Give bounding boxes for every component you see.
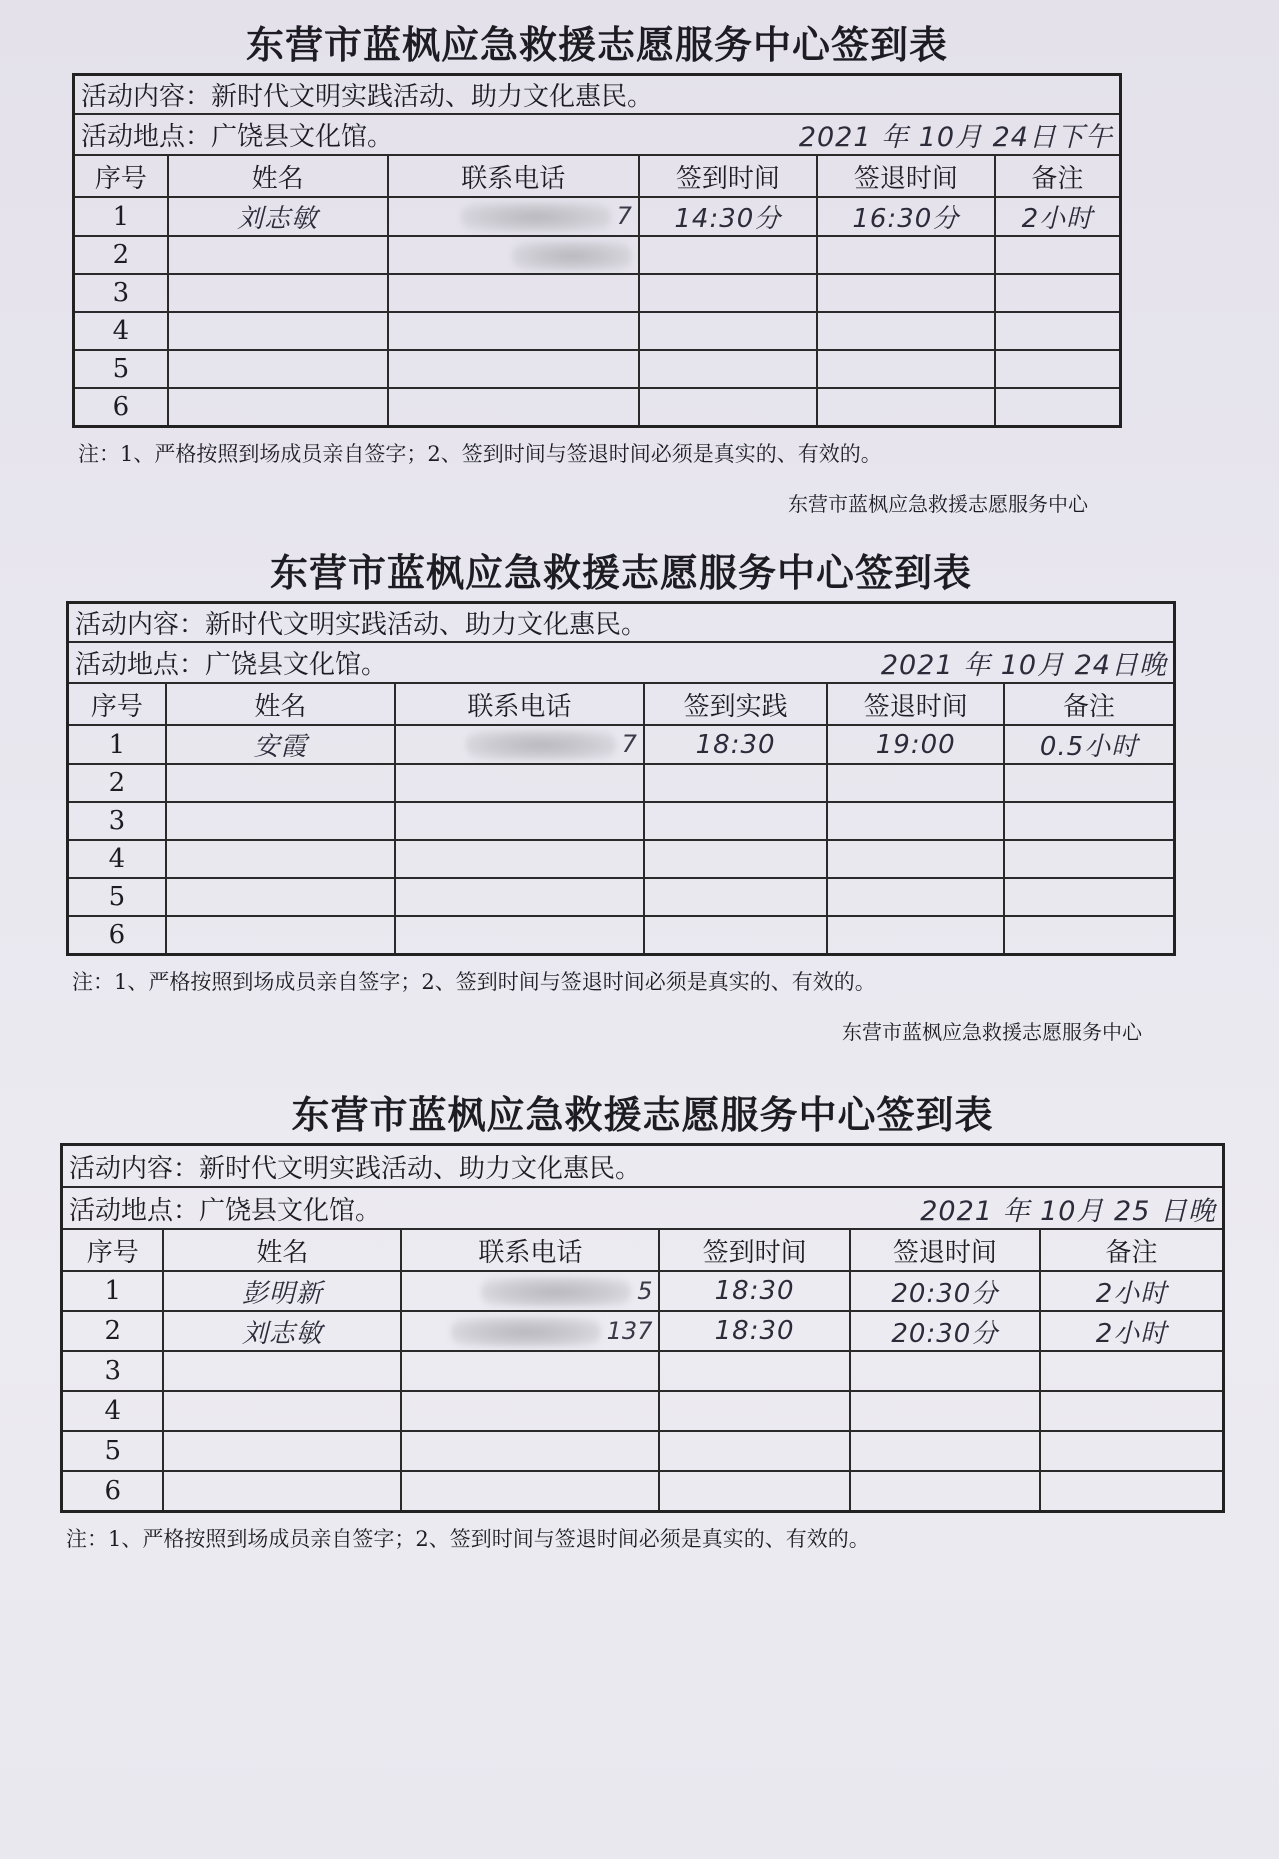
header-row — [74, 155, 1121, 197]
checkout-cell — [827, 802, 1004, 840]
checkin-cell — [659, 1351, 849, 1391]
phone-tail: 7 — [621, 730, 637, 758]
activity-content-row — [62, 1145, 1224, 1188]
header-cell: 姓名 — [168, 155, 388, 197]
header-cell: 序号 — [68, 683, 166, 725]
table-row — [68, 840, 1175, 878]
header-cell: 备注 — [1040, 1229, 1224, 1271]
row-number: 6 — [62, 1471, 164, 1511]
handwritten-date: 2021 年 10月 25 日晚 — [920, 1195, 1216, 1227]
phone-cell — [401, 1391, 659, 1431]
table-row — [68, 878, 1175, 916]
phone-cell — [395, 802, 644, 840]
footnote: 注：1、严格按照到场成员亲自签字；2、签到时间与签退时间必须是真实的、有效的。 — [66, 1526, 870, 1551]
table-row — [62, 1351, 1224, 1391]
redacted-phone-blur — [512, 241, 632, 271]
footnote: 注：1、严格按照到场成员亲自签字；2、签到时间与签退时间必须是真实的、有效的。 — [78, 442, 882, 466]
row-number: 4 — [68, 840, 166, 878]
header-cell: 序号 — [74, 155, 168, 197]
table-row — [74, 350, 1121, 388]
signin-table — [72, 73, 1122, 428]
checkout-cell — [817, 388, 995, 427]
row-number: 3 — [74, 274, 168, 312]
header-cell: 备注 — [995, 155, 1121, 197]
note-cell — [995, 274, 1121, 312]
note-cell: 2小时 — [1040, 1311, 1224, 1351]
redacted-phone-blur — [481, 1277, 631, 1307]
table-row — [62, 1311, 1224, 1351]
table-row — [68, 802, 1175, 840]
row-number: 6 — [68, 916, 166, 955]
sheet-title: 东营市蓝枫应急救援志愿服务中心签到表 — [291, 1092, 994, 1137]
activity-location-value: 广饶县文化馆。 — [211, 122, 394, 152]
checkin-cell — [644, 840, 827, 878]
name-cell — [168, 350, 388, 388]
phone-cell — [388, 312, 639, 350]
activity-location-row — [74, 114, 1121, 155]
checkin-cell — [659, 1471, 849, 1511]
table-row — [74, 274, 1121, 312]
checkout-cell: 19:00 — [827, 725, 1004, 764]
name-cell — [163, 1471, 401, 1511]
header-cell: 签退时间 — [827, 683, 1004, 725]
header-cell: 签到时间 — [639, 155, 817, 197]
activity-location-row — [62, 1187, 1224, 1229]
row-number: 4 — [62, 1391, 164, 1431]
checkout-cell — [817, 236, 995, 274]
signin-sheet-3 — [60, 1084, 1225, 1553]
header-cell: 备注 — [1004, 683, 1174, 725]
table-row — [62, 1471, 1224, 1511]
checkout-cell — [827, 764, 1004, 802]
phone-cell — [395, 840, 644, 878]
table-row — [68, 725, 1175, 764]
header-cell: 签到实践 — [644, 683, 827, 725]
phone-tail: 5 — [637, 1276, 653, 1305]
activity-content-row — [74, 75, 1121, 115]
header-cell: 签退时间 — [850, 1229, 1040, 1271]
note-cell — [1040, 1351, 1224, 1391]
checkout-cell — [827, 916, 1004, 955]
note-cell — [1004, 802, 1174, 840]
table-row — [74, 197, 1121, 236]
name-cell — [166, 840, 395, 878]
header-cell: 签退时间 — [817, 155, 995, 197]
signin-table — [66, 601, 1176, 956]
checkin-cell — [639, 274, 817, 312]
name-cell — [168, 388, 388, 427]
signin-sheet-2 — [66, 542, 1176, 1045]
checkin-cell — [659, 1391, 849, 1431]
table-row — [62, 1271, 1224, 1311]
name-cell — [168, 274, 388, 312]
table-row — [68, 764, 1175, 802]
activity-content-value: 新时代文明实践活动、助力文化惠民。 — [199, 1153, 642, 1184]
activity-content-label: 活动内容： — [75, 610, 206, 640]
handwritten-date: 2021 年 10月 24日下午 — [798, 122, 1113, 153]
row-number: 3 — [68, 802, 166, 840]
phone-cell — [401, 1271, 659, 1311]
phone-cell — [395, 878, 644, 916]
row-number: 6 — [74, 388, 168, 427]
note-cell — [995, 350, 1121, 388]
name-cell: 刘志敏 — [168, 197, 388, 236]
activity-content-row — [68, 603, 1175, 643]
phone-tail: 137 — [606, 1316, 653, 1345]
name-cell — [168, 236, 388, 274]
checkin-cell: 18:30 — [659, 1311, 849, 1351]
row-number: 1 — [68, 725, 166, 764]
checkin-cell — [639, 388, 817, 427]
redacted-phone-blur — [461, 202, 611, 232]
note-cell: 2小时 — [1040, 1271, 1224, 1311]
phone-cell — [401, 1351, 659, 1391]
note-cell: 2小时 — [995, 197, 1121, 236]
row-number: 5 — [68, 878, 166, 916]
checkin-cell — [644, 764, 827, 802]
name-cell — [166, 916, 395, 955]
checkout-cell — [817, 312, 995, 350]
header-cell: 签到时间 — [659, 1229, 849, 1271]
phone-tail: 7 — [616, 202, 632, 230]
row-number: 5 — [74, 350, 168, 388]
checkin-cell — [639, 236, 817, 274]
note-cell — [1004, 764, 1174, 802]
row-number: 4 — [74, 312, 168, 350]
note-cell — [995, 312, 1121, 350]
signin-sheet-1 — [72, 14, 1122, 517]
table-row — [62, 1431, 1224, 1471]
activity-location-label: 活动地点： — [75, 650, 206, 680]
name-cell: 彭明新 — [163, 1271, 401, 1311]
activity-content-label: 活动内容： — [81, 82, 212, 112]
redacted-phone-blur — [466, 730, 616, 760]
redacted-phone-blur — [451, 1317, 601, 1347]
activity-content-label: 活动内容： — [69, 1153, 200, 1184]
checkin-cell: 14:30分 — [639, 197, 817, 236]
checkout-cell: 20:30分 — [850, 1311, 1040, 1351]
row-number: 2 — [62, 1311, 164, 1351]
checkin-cell: 18:30 — [644, 725, 827, 764]
activity-content-value: 新时代文明实践活动、助力文化惠民。 — [205, 610, 648, 640]
phone-cell — [388, 350, 639, 388]
signin-table — [60, 1143, 1225, 1513]
checkin-cell — [639, 350, 817, 388]
note-cell — [995, 236, 1121, 274]
row-number: 3 — [62, 1351, 164, 1391]
phone-cell — [388, 236, 639, 274]
header-cell: 姓名 — [163, 1229, 401, 1271]
name-cell — [168, 312, 388, 350]
note-cell — [1004, 878, 1174, 916]
phone-cell — [395, 916, 644, 955]
header-cell: 姓名 — [166, 683, 395, 725]
name-cell — [166, 764, 395, 802]
activity-location-label: 活动地点： — [69, 1195, 200, 1226]
phone-cell — [401, 1471, 659, 1511]
table-row — [62, 1391, 1224, 1431]
row-number: 2 — [68, 764, 166, 802]
phone-cell — [388, 197, 639, 236]
note-cell — [995, 388, 1121, 427]
phone-cell — [388, 388, 639, 427]
activity-location-value: 广饶县文化馆。 — [199, 1195, 382, 1226]
name-cell: 安霞 — [166, 725, 395, 764]
row-number: 1 — [74, 197, 168, 236]
table-row — [74, 388, 1121, 427]
checkout-cell: 20:30分 — [850, 1271, 1040, 1311]
checkin-cell: 18:30 — [659, 1271, 849, 1311]
header-cell: 联系电话 — [395, 683, 644, 725]
sheet-title: 东营市蓝枫应急救援志愿服务中心签到表 — [245, 22, 948, 67]
note-cell — [1040, 1431, 1224, 1471]
name-cell — [166, 802, 395, 840]
checkout-cell — [850, 1351, 1040, 1391]
note-cell — [1004, 916, 1174, 955]
table-row — [74, 236, 1121, 274]
note-cell — [1004, 840, 1174, 878]
checkin-cell — [659, 1431, 849, 1471]
header-cell: 联系电话 — [388, 155, 639, 197]
checkout-cell — [817, 350, 995, 388]
checkin-cell — [639, 312, 817, 350]
activity-location-value: 广饶县文化馆。 — [205, 650, 388, 680]
checkin-cell — [644, 916, 827, 955]
checkin-cell — [644, 802, 827, 840]
organization-name: 东营市蓝枫应急救援志愿服务中心 — [842, 1020, 1142, 1044]
organization-name: 东营市蓝枫应急救援志愿服务中心 — [788, 492, 1088, 516]
phone-cell — [395, 764, 644, 802]
name-cell — [166, 878, 395, 916]
activity-content-value: 新时代文明实践活动、助力文化惠民。 — [211, 82, 654, 112]
checkout-cell — [850, 1471, 1040, 1511]
row-number: 2 — [74, 236, 168, 274]
note-cell: 0.5小时 — [1004, 725, 1174, 764]
table-row — [74, 312, 1121, 350]
phone-cell — [401, 1311, 659, 1351]
checkout-cell: 16:30分 — [817, 197, 995, 236]
activity-location-label: 活动地点： — [81, 122, 212, 152]
header-row — [68, 683, 1175, 725]
name-cell — [163, 1431, 401, 1471]
note-cell — [1040, 1391, 1224, 1431]
checkout-cell — [817, 274, 995, 312]
phone-cell — [395, 725, 644, 764]
row-number: 5 — [62, 1431, 164, 1471]
header-cell: 序号 — [62, 1229, 164, 1271]
name-cell — [163, 1351, 401, 1391]
header-cell: 联系电话 — [401, 1229, 659, 1271]
name-cell: 刘志敏 — [163, 1311, 401, 1351]
row-number: 1 — [62, 1271, 164, 1311]
name-cell — [163, 1391, 401, 1431]
checkout-cell — [850, 1391, 1040, 1431]
footnote: 注：1、严格按照到场成员亲自签字；2、签到时间与签退时间必须是真实的、有效的。 — [72, 970, 876, 994]
phone-cell — [401, 1431, 659, 1471]
activity-location-row — [68, 642, 1175, 683]
header-row — [62, 1229, 1224, 1271]
checkin-cell — [644, 878, 827, 916]
table-row — [68, 916, 1175, 955]
handwritten-date: 2021 年 10月 24日晚 — [880, 650, 1167, 681]
phone-cell — [388, 274, 639, 312]
checkout-cell — [827, 840, 1004, 878]
note-cell — [1040, 1471, 1224, 1511]
sheet-title: 东营市蓝枫应急救援志愿服务中心签到表 — [269, 550, 972, 595]
checkout-cell — [827, 878, 1004, 916]
checkout-cell — [850, 1431, 1040, 1471]
